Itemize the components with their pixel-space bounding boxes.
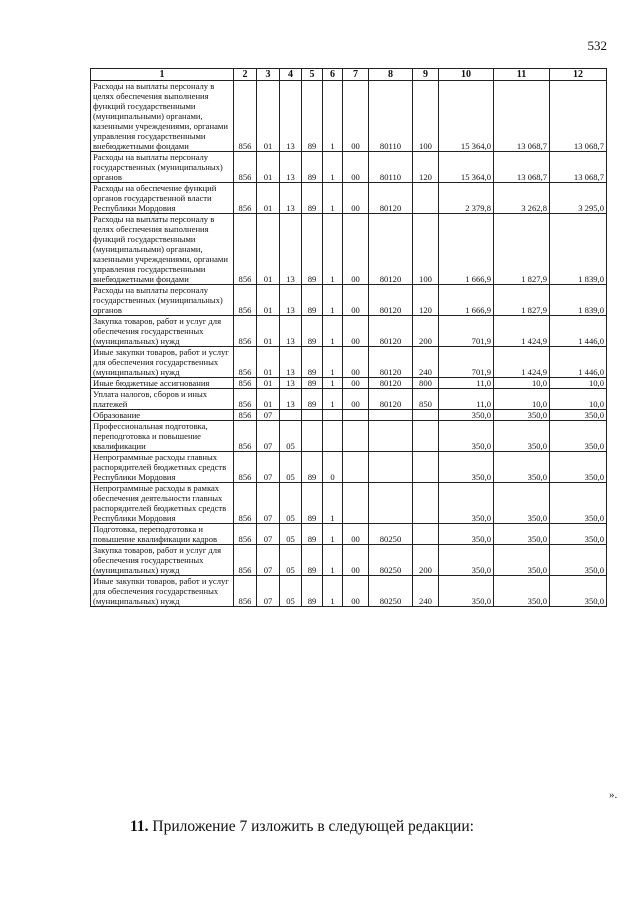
table-row [91, 389, 607, 410]
amount-cell: 350,0 [439, 410, 494, 421]
code-cell [413, 452, 439, 483]
amount-cell: 1 424,9 [494, 347, 550, 378]
column-header: 1 [91, 69, 234, 81]
amount-cell: 1 827,9 [494, 285, 550, 316]
amount-cell: 1 424,9 [494, 316, 550, 347]
code-cell: 856 [234, 152, 257, 183]
code-cell: 1 [323, 316, 343, 347]
code-cell: 240 [413, 347, 439, 378]
amount-cell: 1 839,0 [550, 285, 607, 316]
code-cell: 00 [343, 576, 369, 607]
code-cell: 100 [413, 81, 439, 152]
row-name: Профессиональная подготовка, переподготовка и повышение квалификации [91, 421, 234, 452]
row-name: Образование [91, 410, 234, 421]
table-row [91, 524, 607, 545]
section-heading [130, 818, 474, 836]
amount-cell: 350,0 [439, 545, 494, 576]
code-cell [369, 410, 413, 421]
page-number: 532 [587, 38, 607, 53]
code-cell [323, 410, 343, 421]
code-cell [413, 524, 439, 545]
row-name: Закупка товаров, работ и услуг для обеспечения государственных (муниципальных) нужд [91, 316, 234, 347]
code-cell: 1 [323, 524, 343, 545]
code-cell: 07 [257, 545, 280, 576]
row-name: Уплата налогов, сборов и иных платежей [91, 389, 234, 410]
code-cell: 100 [413, 214, 439, 285]
table-row [91, 152, 607, 183]
code-cell: 00 [343, 285, 369, 316]
code-cell: 200 [413, 545, 439, 576]
amount-cell: 350,0 [550, 545, 607, 576]
column-header: 11 [494, 69, 550, 81]
amount-cell: 15 364,0 [439, 152, 494, 183]
amount-cell: 350,0 [550, 452, 607, 483]
code-cell: 13 [280, 81, 302, 152]
amount-cell: 13 068,7 [494, 152, 550, 183]
amount-cell: 350,0 [550, 483, 607, 524]
table-row [91, 183, 607, 214]
code-cell: 856 [234, 576, 257, 607]
code-cell: 80250 [369, 576, 413, 607]
row-name: Иные закупки товаров, работ и услуг для обеспечения государственных (муниципальных) нужд [91, 576, 234, 607]
code-cell: 89 [302, 214, 323, 285]
code-cell: 80120 [369, 285, 413, 316]
table-row [91, 347, 607, 378]
code-cell: 80110 [369, 81, 413, 152]
code-cell: 856 [234, 214, 257, 285]
code-cell: 05 [280, 483, 302, 524]
code-cell: 856 [234, 524, 257, 545]
column-header: 6 [323, 69, 343, 81]
budget-table [90, 68, 607, 607]
amount-cell: 350,0 [439, 452, 494, 483]
amount-cell: 13 068,7 [494, 81, 550, 152]
table-body [91, 81, 607, 607]
code-cell: 80250 [369, 545, 413, 576]
code-cell: 1 [323, 483, 343, 524]
amount-cell: 10,0 [494, 378, 550, 389]
code-cell: 89 [302, 389, 323, 410]
code-cell: 00 [343, 81, 369, 152]
section-heading-text: Приложение 7 изложить в следующей редакции: [148, 818, 474, 835]
code-cell [343, 421, 369, 452]
code-cell: 13 [280, 285, 302, 316]
code-cell: 856 [234, 285, 257, 316]
code-cell: 856 [234, 452, 257, 483]
row-name: Закупка товаров, работ и услуг для обеспечения государственных (муниципальных) нужд [91, 545, 234, 576]
column-header: 10 [439, 69, 494, 81]
code-cell: 01 [257, 81, 280, 152]
amount-cell: 10,0 [550, 378, 607, 389]
table-row [91, 545, 607, 576]
code-cell: 1 [323, 378, 343, 389]
code-cell: 89 [302, 483, 323, 524]
code-cell: 05 [280, 421, 302, 452]
code-cell [343, 452, 369, 483]
code-cell [302, 421, 323, 452]
code-cell: 00 [343, 378, 369, 389]
code-cell: 0 [323, 452, 343, 483]
amount-cell: 350,0 [494, 576, 550, 607]
amount-cell: 1 446,0 [550, 316, 607, 347]
amount-cell: 1 666,9 [439, 214, 494, 285]
code-cell: 89 [302, 152, 323, 183]
code-cell: 00 [343, 389, 369, 410]
amount-cell: 350,0 [494, 524, 550, 545]
amount-cell: 350,0 [439, 421, 494, 452]
code-cell: 240 [413, 576, 439, 607]
code-cell: 856 [234, 316, 257, 347]
amount-cell: 701,9 [439, 347, 494, 378]
code-cell [413, 421, 439, 452]
amount-cell: 1 446,0 [550, 347, 607, 378]
code-cell: 01 [257, 316, 280, 347]
code-cell: 856 [234, 378, 257, 389]
code-cell: 01 [257, 285, 280, 316]
amount-cell: 350,0 [439, 576, 494, 607]
amount-cell: 1 666,9 [439, 285, 494, 316]
table-row [91, 410, 607, 421]
code-cell: 80120 [369, 378, 413, 389]
code-cell: 856 [234, 483, 257, 524]
code-cell: 07 [257, 576, 280, 607]
column-header: 2 [234, 69, 257, 81]
code-cell [280, 410, 302, 421]
code-cell: 89 [302, 576, 323, 607]
row-name: Иные бюджетные ассигнования [91, 378, 234, 389]
code-cell: 00 [343, 152, 369, 183]
amount-cell: 11,0 [439, 389, 494, 410]
header-row [91, 69, 607, 81]
code-cell: 80120 [369, 214, 413, 285]
code-cell: 13 [280, 152, 302, 183]
column-header: 5 [302, 69, 323, 81]
code-cell: 01 [257, 378, 280, 389]
row-name: Расходы на выплаты персоналу государственных (муниципальных) органов [91, 285, 234, 316]
code-cell: 00 [343, 214, 369, 285]
amount-cell: 15 364,0 [439, 81, 494, 152]
code-cell: 856 [234, 183, 257, 214]
code-cell: 1 [323, 183, 343, 214]
code-cell: 80250 [369, 524, 413, 545]
code-cell: 80120 [369, 183, 413, 214]
amount-cell: 10,0 [494, 389, 550, 410]
code-cell: 89 [302, 316, 323, 347]
amount-cell: 350,0 [439, 483, 494, 524]
code-cell: 89 [302, 452, 323, 483]
code-cell: 200 [413, 316, 439, 347]
code-cell: 01 [257, 183, 280, 214]
column-header: 3 [257, 69, 280, 81]
code-cell: 13 [280, 347, 302, 378]
code-cell: 1 [323, 389, 343, 410]
code-cell: 89 [302, 378, 323, 389]
code-cell: 856 [234, 81, 257, 152]
amount-cell: 11,0 [439, 378, 494, 389]
amount-cell: 3 295,0 [550, 183, 607, 214]
code-cell: 07 [257, 421, 280, 452]
code-cell: 1 [323, 285, 343, 316]
amount-cell: 1 827,9 [494, 214, 550, 285]
code-cell: 00 [343, 316, 369, 347]
code-cell [413, 483, 439, 524]
table-row [91, 81, 607, 152]
code-cell: 13 [280, 316, 302, 347]
code-cell: 120 [413, 152, 439, 183]
code-cell: 13 [280, 389, 302, 410]
code-cell: 00 [343, 347, 369, 378]
amount-cell: 350,0 [494, 483, 550, 524]
amount-cell: 1 839,0 [550, 214, 607, 285]
amount-cell: 350,0 [494, 410, 550, 421]
code-cell: 850 [413, 389, 439, 410]
code-cell: 07 [257, 410, 280, 421]
code-cell [413, 410, 439, 421]
column-header: 12 [550, 69, 607, 81]
code-cell: 856 [234, 347, 257, 378]
row-name: Непрограммные расходы главных распорядителей бюджетных средств Республики Мордовия [91, 452, 234, 483]
amount-cell: 10,0 [550, 389, 607, 410]
code-cell: 80120 [369, 389, 413, 410]
code-cell [302, 410, 323, 421]
code-cell: 1 [323, 545, 343, 576]
section-number: 11. [130, 818, 149, 835]
closing-quote: ». [609, 789, 618, 801]
code-cell: 01 [257, 214, 280, 285]
amount-cell: 701,9 [439, 316, 494, 347]
code-cell [413, 183, 439, 214]
table-row [91, 378, 607, 389]
column-header: 4 [280, 69, 302, 81]
table-row [91, 214, 607, 285]
amount-cell: 350,0 [494, 545, 550, 576]
amount-cell: 2 379,8 [439, 183, 494, 214]
code-cell [323, 421, 343, 452]
code-cell: 1 [323, 152, 343, 183]
code-cell: 120 [413, 285, 439, 316]
code-cell: 00 [343, 183, 369, 214]
amount-cell: 350,0 [439, 524, 494, 545]
table-row [91, 421, 607, 452]
column-header: 9 [413, 69, 439, 81]
row-name: Иные закупки товаров, работ и услуг для обеспечения государственных (муниципальных) нужд [91, 347, 234, 378]
row-name: Непрограммные расходы в рамках обеспечения деятельности главных распорядителей бюджетных средств Республики Мордовия [91, 483, 234, 524]
code-cell: 89 [302, 545, 323, 576]
code-cell [369, 483, 413, 524]
code-cell: 89 [302, 183, 323, 214]
code-cell: 80120 [369, 316, 413, 347]
code-cell: 01 [257, 152, 280, 183]
code-cell: 1 [323, 81, 343, 152]
amount-cell: 350,0 [550, 576, 607, 607]
code-cell [343, 410, 369, 421]
amount-cell: 350,0 [550, 421, 607, 452]
code-cell: 80120 [369, 347, 413, 378]
code-cell: 05 [280, 576, 302, 607]
code-cell: 89 [302, 347, 323, 378]
row-name: Расходы на выплаты персоналу в целях обеспечения выполнения функций государственными (муниципальными) органами, казенными учреждениями, органами управления государственными внебюджетными фондами [91, 214, 234, 285]
code-cell: 856 [234, 389, 257, 410]
amount-cell: 350,0 [494, 421, 550, 452]
table-row [91, 452, 607, 483]
code-cell [343, 483, 369, 524]
column-header: 8 [369, 69, 413, 81]
table-row [91, 483, 607, 524]
amount-cell: 350,0 [494, 452, 550, 483]
table-row [91, 285, 607, 316]
code-cell: 05 [280, 524, 302, 545]
row-name: Расходы на обеспечение функций органов государственной власти Республики Мордовия [91, 183, 234, 214]
row-name: Расходы на выплаты персоналу государственных (муниципальных) органов [91, 152, 234, 183]
code-cell: 01 [257, 347, 280, 378]
code-cell: 13 [280, 183, 302, 214]
code-cell: 00 [343, 545, 369, 576]
table-row [91, 316, 607, 347]
code-cell: 13 [280, 214, 302, 285]
amount-cell: 13 068,7 [550, 152, 607, 183]
code-cell: 856 [234, 410, 257, 421]
code-cell: 07 [257, 452, 280, 483]
code-cell: 1 [323, 576, 343, 607]
amount-cell: 350,0 [550, 524, 607, 545]
code-cell: 05 [280, 545, 302, 576]
row-name: Расходы на выплаты персоналу в целях обеспечения выполнения функций государственными (муниципальными) органами, казенными учреждениями, органами управления государственными внебюджетными фондами [91, 81, 234, 152]
code-cell: 07 [257, 483, 280, 524]
amount-cell: 3 262,8 [494, 183, 550, 214]
code-cell: 1 [323, 347, 343, 378]
code-cell: 89 [302, 81, 323, 152]
code-cell: 1 [323, 214, 343, 285]
code-cell: 89 [302, 524, 323, 545]
code-cell [369, 452, 413, 483]
code-cell: 01 [257, 389, 280, 410]
code-cell: 07 [257, 524, 280, 545]
code-cell: 80110 [369, 152, 413, 183]
code-cell: 00 [343, 524, 369, 545]
code-cell: 800 [413, 378, 439, 389]
code-cell: 856 [234, 545, 257, 576]
code-cell: 89 [302, 285, 323, 316]
code-cell: 05 [280, 452, 302, 483]
row-name: Подготовка, переподготовка и повышение квалификации кадров [91, 524, 234, 545]
code-cell: 13 [280, 378, 302, 389]
code-cell [369, 421, 413, 452]
column-header: 7 [343, 69, 369, 81]
amount-cell: 350,0 [550, 410, 607, 421]
code-cell: 856 [234, 421, 257, 452]
amount-cell: 13 068,7 [550, 81, 607, 152]
table-row [91, 576, 607, 607]
